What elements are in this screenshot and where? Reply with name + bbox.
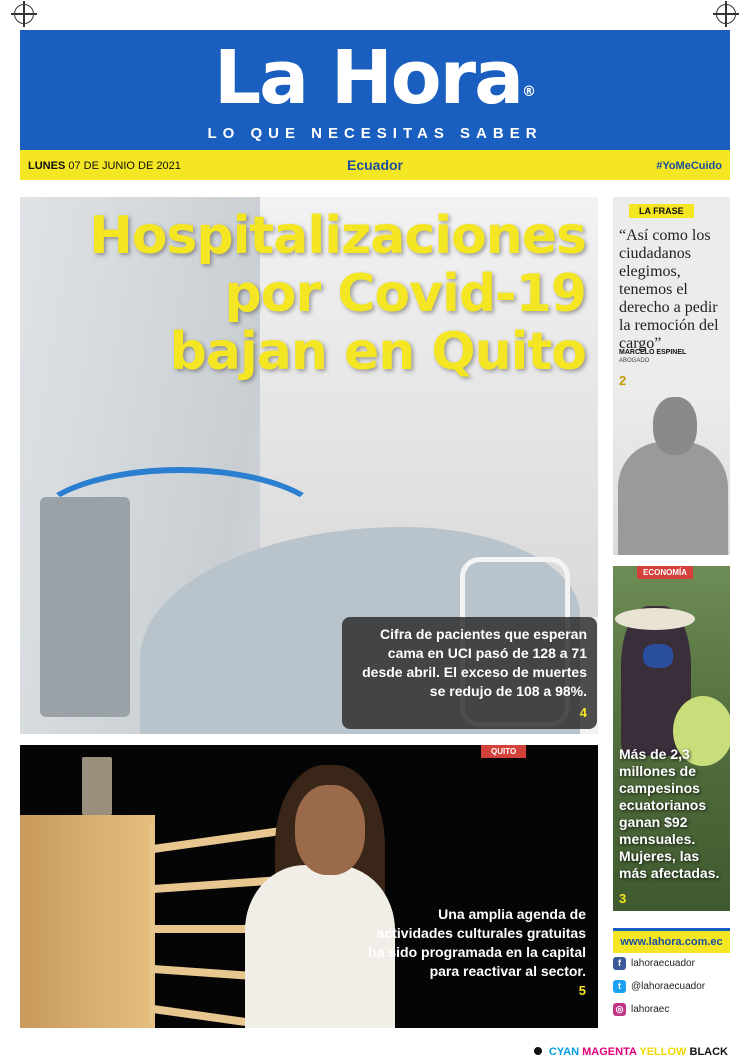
twitter-handle: @lahoraecuador xyxy=(631,981,706,992)
lead-caption-text: Cifra de pacientes que esperan cama en UCI pasó de 128 a 71 desde abril. El exceso de muertes se redujo de 108 a 98%. xyxy=(362,626,587,699)
la-frase-tag: LA FRASE xyxy=(629,204,694,218)
lead-caption-box xyxy=(342,617,597,729)
frase-page-number: 2 xyxy=(619,373,627,388)
economia-text: Más de 2,3 millones de campesinos ecuatorianos ganan $92 mensuales. Mujeres, las más afectadas. xyxy=(619,746,720,881)
face-illustration xyxy=(295,785,365,875)
color-cyan: CYAN xyxy=(548,1046,580,1058)
website-url[interactable]: www.lahora.com.ec xyxy=(620,936,723,948)
twitter-link[interactable] xyxy=(613,980,730,996)
instagram-handle: lahoraec xyxy=(631,1004,670,1015)
twitter-icon: t xyxy=(613,980,626,993)
la-frase-box[interactable] xyxy=(613,197,730,555)
author-suit-illustration xyxy=(618,442,728,555)
frase-author-name: MARCELO ESPINEL xyxy=(619,349,687,356)
stage-table-illustration xyxy=(20,815,155,1028)
facebook-icon: f xyxy=(613,957,626,970)
hat-illustration xyxy=(615,608,695,630)
registration-mark-left xyxy=(14,4,34,24)
color-yellow: YELLOW xyxy=(639,1046,687,1058)
dateline-bar xyxy=(20,150,730,180)
economia-story[interactable] xyxy=(613,566,730,911)
registered-mark: ® xyxy=(522,84,537,100)
author-head-illustration xyxy=(653,397,697,455)
color-magenta: MAGENTA xyxy=(582,1046,637,1058)
weekday: LUNES xyxy=(28,160,66,172)
economia-tag: ECONOMÍA xyxy=(637,566,693,579)
glass-illustration xyxy=(82,757,112,815)
color-bar xyxy=(534,1046,728,1058)
website-bar[interactable] xyxy=(613,928,730,953)
color-black: BLACK xyxy=(689,1046,728,1058)
hashtag[interactable]: #YoMeCuido xyxy=(656,160,722,172)
instagram-icon: ◎ xyxy=(613,1003,626,1016)
section-label: Ecuador xyxy=(346,157,403,173)
registration-dot xyxy=(534,1047,542,1055)
quito-page-number: 5 xyxy=(578,983,586,998)
instagram-link[interactable] xyxy=(613,1003,730,1019)
face-mask-illustration xyxy=(643,644,673,668)
quito-text-block xyxy=(361,905,586,1000)
logo[interactable] xyxy=(20,35,730,121)
quito-tag: QUITO xyxy=(481,745,526,758)
date-text: 07 DE JUNIO DE 2021 xyxy=(68,160,181,172)
frase-quote: “Así como los ciudadanos elegimos, tenemos el derecho a pedir la remoción del cargo” xyxy=(619,227,719,352)
masthead xyxy=(20,30,730,150)
economia-page-number: 3 xyxy=(619,891,627,906)
registration-mark-right xyxy=(716,4,736,24)
headline-line-1: Hospitalizaciones xyxy=(89,206,586,266)
headline-line-3: bajan en Quito xyxy=(169,322,586,382)
facebook-handle: lahoraecuador xyxy=(631,958,695,969)
lead-headline[interactable] xyxy=(66,207,586,381)
frase-author-role: ABOGADO xyxy=(619,358,650,364)
logo-text: La Hora xyxy=(213,35,523,121)
lead-page-number: 4 xyxy=(579,705,587,720)
lead-story[interactable] xyxy=(20,197,598,734)
tagline: LO QUE NECESITAS SABER xyxy=(207,125,543,142)
headline-line-2: por Covid-19 xyxy=(224,264,586,324)
quito-story[interactable] xyxy=(20,745,598,1028)
quito-text: Una amplia agenda de actividades culturales gratuitas ha sido programada en la capital para reactivar al sector. xyxy=(368,906,586,979)
facebook-link[interactable] xyxy=(613,957,730,973)
